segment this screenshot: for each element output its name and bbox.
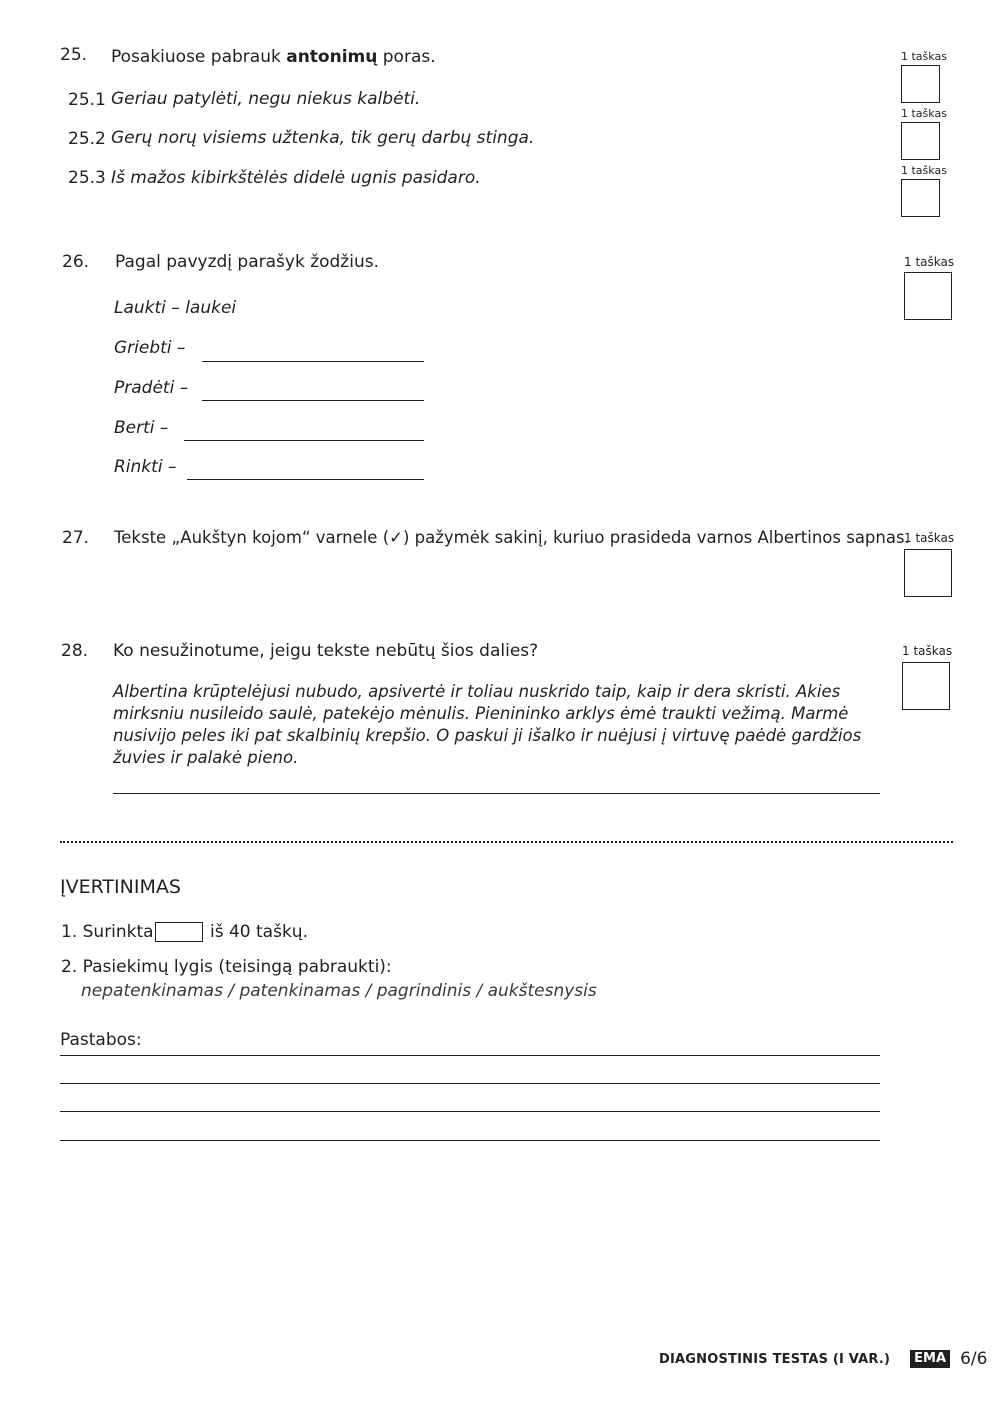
evaluation-item-2-label: 2. Pasiekimų lygis (teisingą pabraukti):: [61, 957, 392, 977]
q28-instruction: Ko nesužinotume, jeigu tekste nebūtų šios dalies?: [113, 641, 539, 661]
q26-word-1: Griebti –: [114, 338, 186, 358]
q25-3-points: 1 taškas: [901, 164, 947, 177]
q28-points: 1 taškas: [902, 644, 953, 658]
q26-answer-line-2[interactable]: [202, 400, 424, 401]
ema-badge: EMA: [910, 1350, 950, 1368]
q28-number: 28.: [61, 641, 89, 661]
evaluation-item-1-label: 1. Surinkta: [61, 922, 154, 942]
q25-text-after: poras.: [377, 47, 436, 67]
notes-line-4[interactable]: [60, 1140, 880, 1141]
notes-line-2[interactable]: [60, 1083, 880, 1084]
q28-answer-line[interactable]: [113, 793, 880, 794]
q27-score-box[interactable]: [904, 549, 952, 597]
q26-word-3: Berti –: [114, 418, 169, 438]
q28-passage: Albertina krūptelėjusi nubudo, apsivertė ir toliau nuskrido taip, kaip ir dera skristi. Akies mirksniu nusileido saulė, patekėjo mėnulis. Pienininko arklys ėmė traukti vežimą. Marmė nusivijo peles iki pat skalbinių krepšio. O paskui ji išalko ir nuėjusi į virtuvę paėdė gardžios žuvies ir palakė pieno.: [113, 682, 862, 767]
q25-2-score-box[interactable]: [901, 122, 940, 160]
q25-1-score-box[interactable]: [901, 65, 940, 103]
q26-instruction: Pagal pavyzdį parašyk žodžius.: [115, 252, 379, 272]
q25-1-text[interactable]: Geriau patylėti, negu niekus kalbėti.: [111, 89, 421, 109]
q26-number: 26.: [62, 252, 90, 272]
q27-text-before: Tekste „Aukštyn kojom“ varnele (: [114, 528, 390, 547]
q25-2-points: 1 taškas: [901, 107, 947, 120]
q25-2-number: 25.2: [68, 129, 106, 149]
q26-points: 1 taškas: [904, 255, 955, 269]
q25-text-before: Posakiuose pabrauk: [111, 47, 287, 67]
checkmark-icon: ✓: [389, 528, 403, 547]
q25-1-points: 1 taškas: [901, 50, 947, 63]
page-number: 6/6: [960, 1349, 988, 1369]
q25-3-text[interactable]: Iš mažos kibirkštėlės didelė ugnis pasidaro.: [111, 168, 481, 188]
q25-2-text[interactable]: Gerų norų visiems užtenka, tik gerų darbų stinga.: [111, 128, 535, 148]
achievement-levels[interactable]: nepatenkinamas / patenkinamas / pagrindinis / aukštesnysis: [81, 981, 597, 1001]
q27-points: 1 taškas: [904, 531, 955, 545]
q26-example: Laukti – laukei: [114, 298, 237, 318]
notes-line-3[interactable]: [60, 1111, 880, 1112]
evaluation-title: ĮVERTINIMAS: [60, 876, 181, 898]
notes-label: Pastabos:: [60, 1030, 142, 1050]
q26-answer-line-1[interactable]: [202, 361, 424, 362]
q26-word-2: Pradėti –: [114, 378, 189, 398]
page-footer: [659, 1349, 987, 1369]
total-points-box[interactable]: [155, 922, 203, 942]
evaluation-item-1-suffix: iš 40 taškų.: [210, 922, 308, 942]
q26-word-4: Rinkti –: [114, 457, 177, 477]
notes-line-1[interactable]: [60, 1055, 880, 1056]
q27-text-after: ) pažymėk sakinį, kuriuo prasideda varnos Albertinos sapnas.: [402, 528, 910, 547]
q25-number: 25.: [60, 45, 88, 65]
q25-instruction: [111, 47, 436, 67]
q26-score-box[interactable]: [904, 272, 952, 320]
q26-answer-line-4[interactable]: [187, 479, 424, 480]
q27-number: 27.: [62, 528, 90, 548]
q25-3-number: 25.3: [68, 168, 106, 188]
q25-3-score-box[interactable]: [901, 179, 940, 217]
q27-instruction: [114, 528, 910, 548]
section-divider: [60, 841, 953, 843]
q25-1-number: 25.1: [68, 90, 106, 110]
footer-test-name: DIAGNOSTINIS TESTAS (I VAR.): [659, 1351, 891, 1367]
q28-score-box[interactable]: [902, 662, 950, 710]
q25-text-bold: antonimų: [286, 47, 378, 67]
q26-answer-line-3[interactable]: [184, 440, 424, 441]
